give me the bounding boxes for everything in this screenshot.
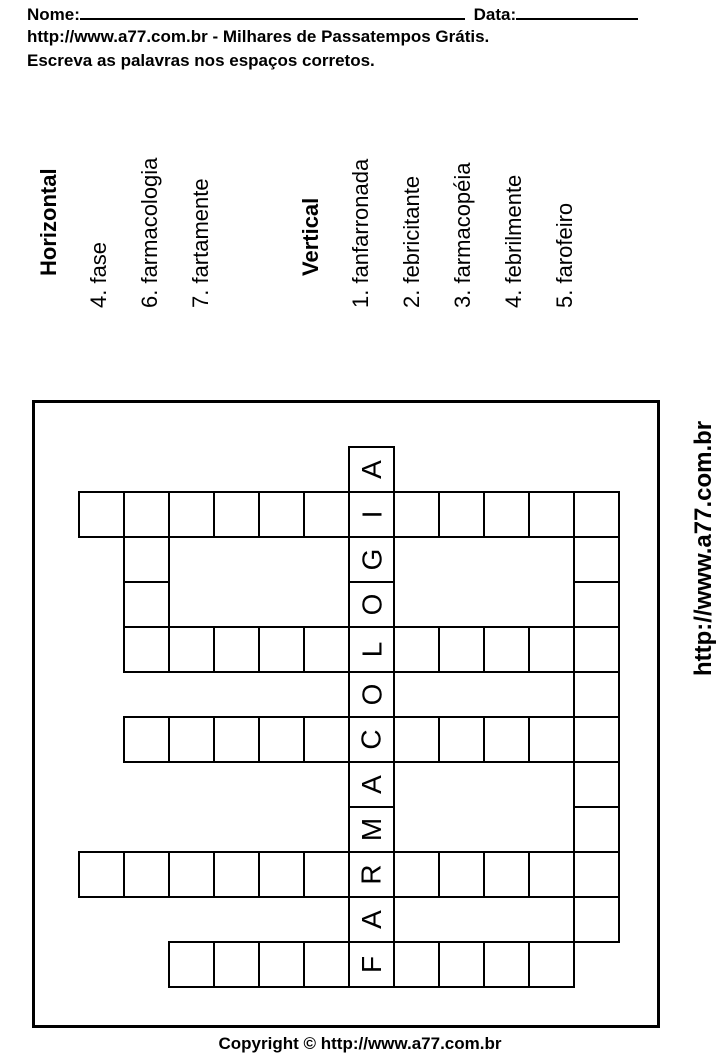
- crossword-letter-text: L: [355, 641, 387, 658]
- side-url: http://www.a77.com.br: [690, 420, 717, 676]
- crossword-cell[interactable]: [168, 716, 215, 763]
- date-label: Data:: [473, 5, 517, 24]
- crossword-cell[interactable]: [573, 491, 620, 538]
- crossword-cell[interactable]: [213, 626, 260, 673]
- crossword-cell[interactable]: [438, 491, 485, 538]
- crossword-cell[interactable]: [528, 941, 575, 988]
- crossword-cell[interactable]: [258, 491, 305, 538]
- crossword-cell[interactable]: [483, 491, 530, 538]
- crossword-letter: [348, 671, 395, 718]
- crossword-cell[interactable]: [573, 761, 620, 808]
- date-field[interactable]: [516, 3, 638, 20]
- crossword-letter: [348, 491, 395, 538]
- crossword-letter: [348, 761, 395, 808]
- crossword-cell[interactable]: [123, 581, 170, 628]
- clue-horizontal-4: 4. fase: [86, 241, 111, 308]
- crossword-letter-text: O: [356, 593, 387, 616]
- clue-vertical-4: 4. febrilmente: [501, 174, 526, 308]
- crossword-cell[interactable]: [123, 536, 170, 583]
- instruction-line: Escreva as palavras nos espaços corretos.: [27, 51, 375, 70]
- copyright: Copyright © http://www.a77.com.br: [218, 1034, 502, 1053]
- crossword-cell[interactable]: [528, 716, 575, 763]
- crossword-letter-text: G: [356, 548, 387, 571]
- clue-vertical-2: 2. febricitante: [399, 175, 424, 308]
- crossword-cell[interactable]: [258, 626, 305, 673]
- crossword-letter-text: A: [356, 910, 387, 929]
- crossword-cell[interactable]: [213, 716, 260, 763]
- crossword-cell[interactable]: [573, 851, 620, 898]
- crossword-letter-text: F: [355, 955, 387, 974]
- crossword-cell[interactable]: [393, 626, 440, 673]
- crossword-cell[interactable]: [213, 851, 260, 898]
- clue-vertical-3: 3. farmacopéia: [450, 162, 475, 308]
- site-line: http://www.a77.com.br - Milhares de Passatempos Grátis.: [27, 27, 490, 46]
- crossword-cell[interactable]: [573, 716, 620, 763]
- crossword-cell[interactable]: [258, 851, 305, 898]
- horizontal-title: Horizontal: [36, 168, 61, 276]
- crossword-cell[interactable]: [303, 941, 350, 988]
- crossword-cell[interactable]: [123, 491, 170, 538]
- crossword-cell[interactable]: [528, 851, 575, 898]
- crossword-cell[interactable]: [573, 671, 620, 718]
- crossword-cell[interactable]: [123, 626, 170, 673]
- crossword-cell[interactable]: [573, 896, 620, 943]
- crossword-cell[interactable]: [393, 716, 440, 763]
- crossword-letter-text: R: [355, 864, 387, 885]
- crossword-cell[interactable]: [168, 491, 215, 538]
- crossword-letter-text: O: [356, 683, 387, 706]
- crossword-cell[interactable]: [303, 716, 350, 763]
- crossword-cell[interactable]: [528, 491, 575, 538]
- clue-vertical-5: 5. farofeiro: [552, 202, 577, 308]
- crossword-cell[interactable]: [303, 851, 350, 898]
- crossword-cell[interactable]: [483, 716, 530, 763]
- crossword-letter-text: A: [356, 775, 387, 794]
- name-date-line: [27, 3, 638, 25]
- crossword-cell[interactable]: [213, 491, 260, 538]
- crossword-cell[interactable]: [168, 941, 215, 988]
- clue-horizontal-6: 6. farmacologia: [137, 157, 162, 308]
- crossword-letter: [348, 581, 395, 628]
- crossword-cell[interactable]: [303, 626, 350, 673]
- crossword-letter: [348, 896, 395, 943]
- crossword-letter: [348, 806, 395, 853]
- crossword-cell[interactable]: [213, 941, 260, 988]
- crossword-cell[interactable]: [393, 941, 440, 988]
- crossword-cell[interactable]: [483, 851, 530, 898]
- crossword-cell[interactable]: [483, 626, 530, 673]
- crossword-cell[interactable]: [393, 851, 440, 898]
- crossword-cell[interactable]: [258, 941, 305, 988]
- crossword-cell[interactable]: [123, 716, 170, 763]
- crossword-cell[interactable]: [528, 626, 575, 673]
- crossword-letter-text: M: [355, 817, 387, 842]
- crossword-letter: [348, 716, 395, 763]
- clue-vertical-1: 1. fanfarronada: [348, 158, 373, 308]
- crossword-cell[interactable]: [168, 626, 215, 673]
- crossword-letter-text: C: [355, 729, 387, 750]
- name-label: Nome:: [27, 5, 80, 24]
- clue-horizontal-7: 7. fartamente: [188, 178, 213, 308]
- crossword-cell[interactable]: [78, 851, 125, 898]
- vertical-title: Vertical: [298, 197, 323, 276]
- crossword-cell[interactable]: [168, 851, 215, 898]
- crossword-cell[interactable]: [78, 491, 125, 538]
- crossword-cell[interactable]: [438, 941, 485, 988]
- crossword-letter-text: A: [356, 460, 387, 479]
- crossword-cell[interactable]: [123, 851, 170, 898]
- crossword-letter: [348, 536, 395, 583]
- crossword-letter: [348, 851, 395, 898]
- crossword-cell[interactable]: [258, 716, 305, 763]
- crossword-letter: [348, 446, 395, 493]
- crossword-cell[interactable]: [483, 941, 530, 988]
- crossword-cell[interactable]: [573, 626, 620, 673]
- crossword-cell[interactable]: [438, 851, 485, 898]
- crossword-letter: [348, 626, 395, 673]
- crossword-letter-text: I: [356, 510, 387, 519]
- crossword-letter: [348, 941, 395, 988]
- crossword-cell[interactable]: [303, 491, 350, 538]
- crossword-cell[interactable]: [393, 491, 440, 538]
- crossword-cell[interactable]: [438, 716, 485, 763]
- crossword-cell[interactable]: [573, 581, 620, 628]
- crossword-cell[interactable]: [438, 626, 485, 673]
- name-field[interactable]: [80, 3, 465, 20]
- crossword-cell[interactable]: [573, 806, 620, 853]
- crossword-cell[interactable]: [573, 536, 620, 583]
